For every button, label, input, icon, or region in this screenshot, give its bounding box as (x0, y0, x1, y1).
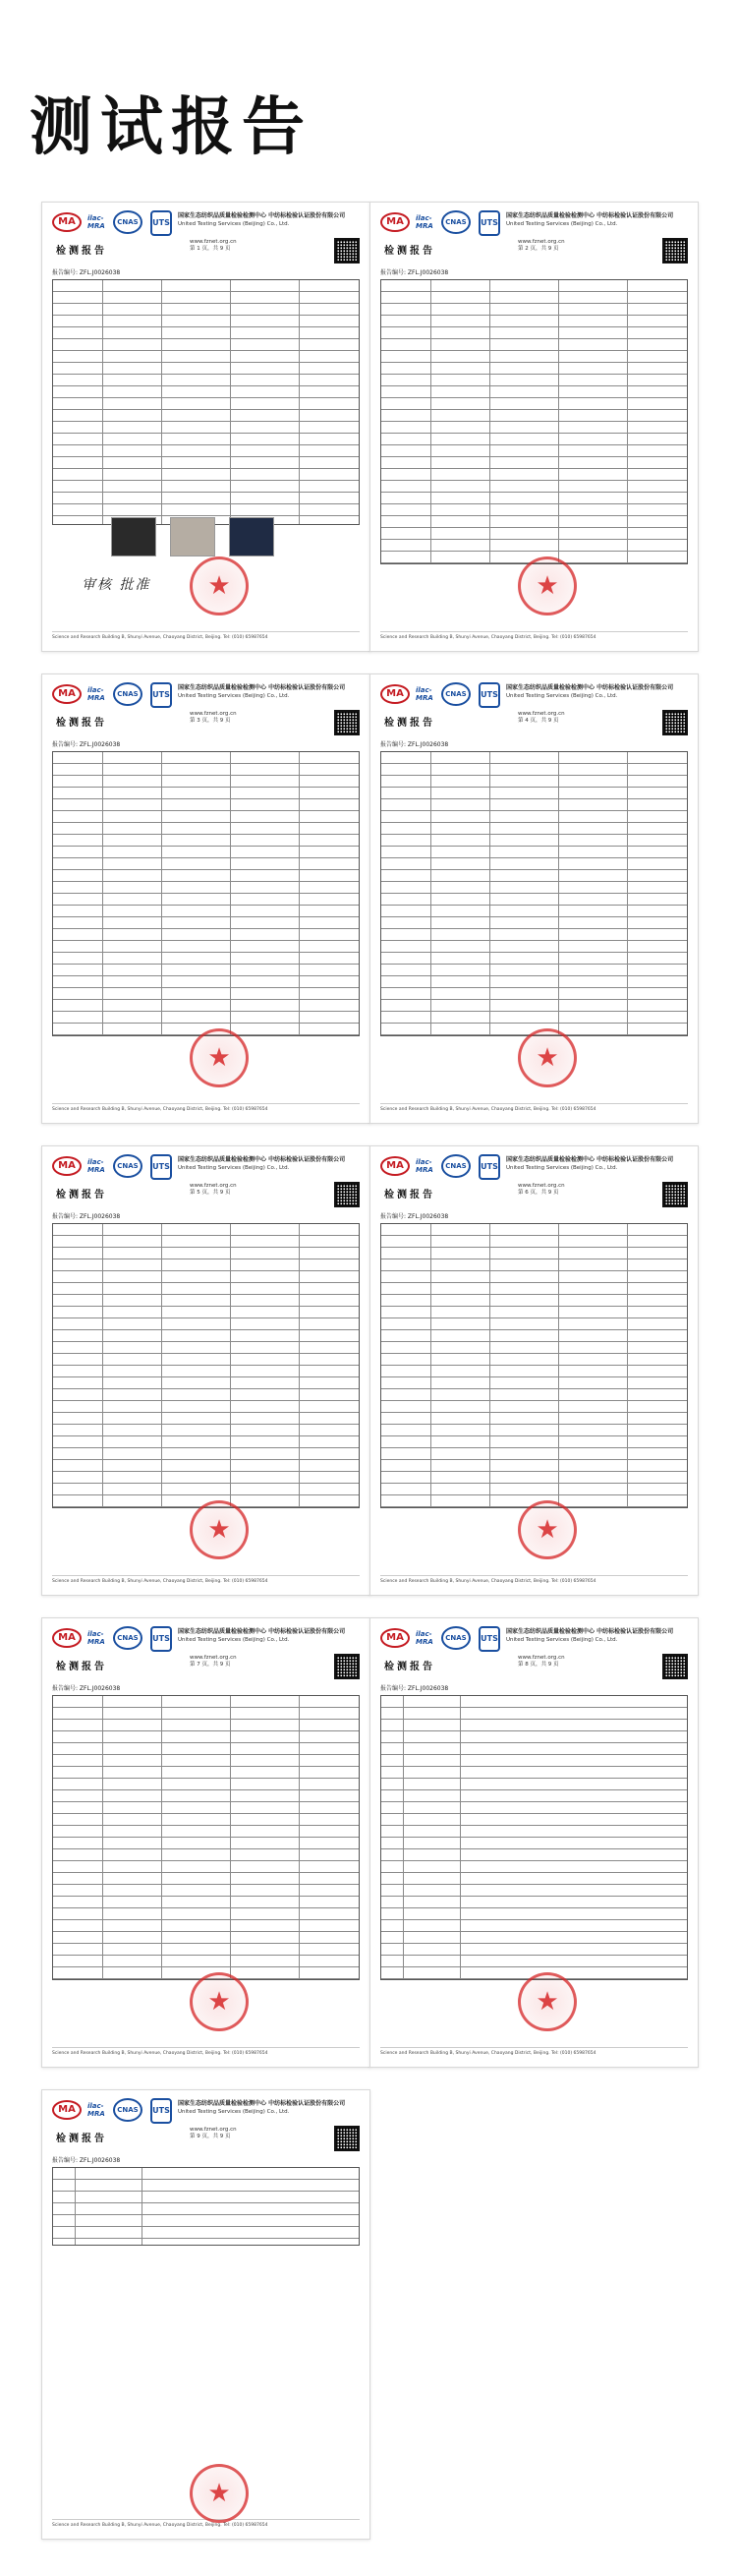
table-column-divider (403, 1696, 404, 1979)
report-table (52, 2167, 360, 2246)
ilac-logo: ilac-MRA (87, 2102, 105, 2118)
report-table (52, 1223, 360, 1508)
report-title: 检测报告 (56, 1662, 107, 1672)
report-footer: Science and Research Building B, Shunyi Avenue, Chaoyang District, Beijing. Tel: (010) 65987654 (52, 1575, 360, 1585)
page-label: 第 7 页，共 9 页 (190, 1662, 231, 1668)
report-footer: Science and Research Building B, Shunyi Avenue, Chaoyang District, Beijing. Tel: (010) 65987654 (52, 2519, 360, 2529)
report-meta (190, 239, 237, 253)
report-title: 检测报告 (56, 2134, 107, 2144)
ilac-logo: ilac-MRA (416, 686, 433, 702)
uts-logo: UTS (479, 210, 500, 236)
lab-name-en: United Testing Services (Beijing) Co., Ltd. (506, 221, 618, 227)
cnas-logo: CNAS (113, 1626, 142, 1650)
website: www.fznet.org.cn (518, 239, 565, 245)
report-title: 检测报告 (384, 1190, 435, 1200)
lab-name (178, 2100, 365, 2116)
lab-name (506, 684, 693, 700)
ilac-logo: ilac-MRA (416, 1630, 433, 1646)
uts-logo: UTS (150, 1626, 172, 1652)
report-footer: Science and Research Building B, Shunyi Avenue, Chaoyang District, Beijing. Tel: (010) 65987654 (52, 1103, 360, 1113)
report-table (52, 751, 360, 1036)
official-seal (190, 1500, 249, 1559)
report-page-1 (41, 202, 370, 652)
report-number: 报告编号: ZFL.J0026038 (52, 1213, 121, 1220)
page-label: 第 9 页，共 9 页 (190, 2134, 231, 2139)
report-page-9 (41, 2089, 370, 2540)
table-column-divider (75, 2168, 76, 2245)
website: www.fznet.org.cn (190, 711, 237, 717)
report-number: 报告编号: ZFL.J0026038 (52, 2157, 121, 2164)
report-title: 检测报告 (56, 246, 107, 257)
lab-name-cn: 国家生态纺织品质量检验检测中心 中纺标检验认证股份有限公司 (506, 212, 674, 219)
report-title: 检测报告 (56, 718, 107, 729)
cma-logo: MA (380, 212, 410, 232)
ilac-logo: ilac-MRA (87, 686, 105, 702)
report-number: 报告编号: ZFL.J0026038 (52, 1685, 121, 1692)
qr-code-icon (662, 238, 688, 263)
ilac-logo: ilac-MRA (87, 1630, 105, 1646)
table-column-divider (489, 752, 490, 1035)
lab-name-cn: 国家生态纺织品质量检验检测中心 中纺标检验认证股份有限公司 (506, 684, 674, 691)
cnas-logo: CNAS (441, 210, 471, 234)
table-column-divider (430, 1224, 431, 1507)
report-table (380, 751, 688, 1036)
report-meta (190, 1655, 237, 1669)
official-seal (190, 1972, 249, 2031)
ilac-logo: ilac-MRA (87, 214, 105, 230)
cnas-logo: CNAS (113, 2098, 142, 2122)
report-number: 报告编号: ZFL.J0026038 (380, 269, 449, 276)
table-column-divider (230, 280, 231, 524)
report-meta (518, 1655, 565, 1669)
official-seal (518, 1028, 577, 1087)
table-column-divider (230, 1224, 231, 1507)
uts-logo: UTS (150, 210, 172, 236)
qr-code-icon (334, 238, 360, 263)
uts-logo: UTS (479, 1626, 500, 1652)
report-table (52, 1695, 360, 1980)
table-column-divider (299, 1224, 300, 1507)
page-label: 第 2 页，共 9 页 (518, 246, 559, 252)
table-column-divider (299, 1696, 300, 1979)
lab-name (506, 1628, 693, 1644)
website: www.fznet.org.cn (190, 1183, 237, 1189)
table-column-divider (102, 280, 103, 524)
qr-code-icon (662, 1654, 688, 1679)
report-number: 报告编号: ZFL.J0026038 (380, 741, 449, 748)
report-number: 报告编号: ZFL.J0026038 (52, 269, 121, 276)
lab-name-cn: 国家生态纺织品质量检验检测中心 中纺标检验认证股份有限公司 (178, 1156, 346, 1163)
report-footer: Science and Research Building B, Shunyi Avenue, Chaoyang District, Beijing. Tel: (010) 65987654 (380, 1103, 688, 1113)
table-column-divider (558, 1224, 559, 1507)
cnas-logo: CNAS (441, 682, 471, 706)
lab-name-en: United Testing Services (Beijing) Co., Ltd. (178, 1165, 290, 1171)
table-column-divider (627, 1224, 628, 1507)
official-seal (190, 556, 249, 615)
lab-name-en: United Testing Services (Beijing) Co., Ltd. (506, 693, 618, 699)
page-label: 第 4 页，共 9 页 (518, 718, 559, 724)
cma-logo: MA (52, 684, 82, 704)
page-title: 测试报告 (29, 91, 312, 164)
qr-code-icon (334, 2126, 360, 2151)
qr-code-icon (662, 1182, 688, 1207)
report-footer: Science and Research Building B, Shunyi Avenue, Chaoyang District, Beijing. Tel: (010) 65987654 (52, 631, 360, 641)
cma-logo: MA (380, 684, 410, 704)
qr-code-icon (662, 710, 688, 735)
report-footer: Science and Research Building B, Shunyi Avenue, Chaoyang District, Beijing. Tel: (010) 65987654 (380, 631, 688, 641)
table-column-divider (430, 280, 431, 563)
lab-name-en: United Testing Services (Beijing) Co., Ltd. (178, 693, 290, 699)
lab-name (506, 1156, 693, 1172)
cnas-logo: CNAS (441, 1626, 471, 1650)
lab-name (178, 1156, 365, 1172)
report-page-6 (369, 1145, 699, 1596)
website: www.fznet.org.cn (518, 1183, 565, 1189)
report-table (380, 1695, 688, 1980)
table-column-divider (230, 1696, 231, 1979)
table-column-divider (102, 752, 103, 1035)
website: www.fznet.org.cn (190, 239, 237, 245)
uts-logo: UTS (150, 682, 172, 708)
website: www.fznet.org.cn (190, 2127, 237, 2133)
official-seal (190, 2464, 249, 2523)
report-page-8 (369, 1617, 699, 2068)
table-column-divider (430, 752, 431, 1035)
report-meta (190, 1183, 237, 1197)
cnas-logo: CNAS (113, 210, 142, 234)
table-column-divider (161, 752, 162, 1035)
lab-name-en: United Testing Services (Beijing) Co., Ltd. (178, 221, 290, 227)
lab-name (178, 1628, 365, 1644)
lab-name-en: United Testing Services (Beijing) Co., Ltd. (178, 1637, 290, 1643)
table-column-divider (161, 1696, 162, 1979)
table-column-divider (102, 1224, 103, 1507)
table-column-divider (558, 752, 559, 1035)
sample-photo (170, 517, 215, 556)
lab-name-cn: 国家生态纺织品质量检验检测中心 中纺标检验认证股份有限公司 (178, 1628, 346, 1635)
lab-name-cn: 国家生态纺织品质量检验检测中心 中纺标检验认证股份有限公司 (178, 212, 346, 219)
table-column-divider (299, 280, 300, 524)
table-column-divider (299, 752, 300, 1035)
uts-logo: UTS (479, 1154, 500, 1180)
report-page-3 (41, 673, 370, 1124)
table-column-divider (161, 280, 162, 524)
lab-name-en: United Testing Services (Beijing) Co., Ltd. (506, 1165, 618, 1171)
table-column-divider (627, 280, 628, 563)
official-seal (190, 1028, 249, 1087)
table-column-divider (627, 752, 628, 1035)
table-column-divider (460, 1696, 461, 1979)
report-number: 报告编号: ZFL.J0026038 (52, 741, 121, 748)
official-seal (518, 1972, 577, 2031)
report-meta (518, 239, 565, 253)
official-seal (518, 556, 577, 615)
lab-name (178, 212, 365, 228)
report-title: 检测报告 (384, 718, 435, 729)
report-title: 检测报告 (384, 1662, 435, 1672)
table-column-divider (102, 1696, 103, 1979)
report-footer: Science and Research Building B, Shunyi Avenue, Chaoyang District, Beijing. Tel: (010) 65987654 (380, 1575, 688, 1585)
report-footer: Science and Research Building B, Shunyi Avenue, Chaoyang District, Beijing. Tel: (010) 65987654 (380, 2047, 688, 2057)
lab-name-cn: 国家生态纺织品质量检验检测中心 中纺标检验认证股份有限公司 (506, 1156, 674, 1163)
report-meta (518, 1183, 565, 1197)
website: www.fznet.org.cn (518, 1655, 565, 1661)
page-label: 第 1 页，共 9 页 (190, 246, 231, 252)
sample-photo (111, 517, 156, 556)
website: www.fznet.org.cn (190, 1655, 237, 1661)
report-page-7 (41, 1617, 370, 2068)
qr-code-icon (334, 1654, 360, 1679)
page-label: 第 3 页，共 9 页 (190, 718, 231, 724)
report-table (52, 279, 360, 525)
report-meta (190, 2127, 237, 2140)
cma-logo: MA (52, 1156, 82, 1176)
lab-name (178, 684, 365, 700)
table-column-divider (230, 752, 231, 1035)
report-title: 检测报告 (56, 1190, 107, 1200)
lab-name-cn: 国家生态纺织品质量检验检测中心 中纺标检验认证股份有限公司 (178, 684, 346, 691)
uts-logo: UTS (150, 1154, 172, 1180)
report-table (380, 279, 688, 564)
cnas-logo: CNAS (441, 1154, 471, 1178)
cma-logo: MA (52, 2100, 82, 2120)
cnas-logo: CNAS (113, 1154, 142, 1178)
page-label: 第 6 页，共 9 页 (518, 1190, 559, 1196)
table-column-divider (161, 1224, 162, 1507)
table-column-divider (558, 280, 559, 563)
qr-code-icon (334, 1182, 360, 1207)
lab-name-en: United Testing Services (Beijing) Co., Ltd. (178, 2109, 290, 2115)
report-number: 报告编号: ZFL.J0026038 (380, 1685, 449, 1692)
page-label: 第 5 页，共 9 页 (190, 1190, 231, 1196)
signature: 审核 批准 (82, 577, 151, 593)
report-page-4 (369, 673, 699, 1124)
sample-photo (229, 517, 274, 556)
report-footer: Science and Research Building B, Shunyi Avenue, Chaoyang District, Beijing. Tel: (010) 65987654 (52, 2047, 360, 2057)
page-label: 第 8 页，共 9 页 (518, 1662, 559, 1668)
cma-logo: MA (52, 212, 82, 232)
lab-name (506, 212, 693, 228)
lab-name-en: United Testing Services (Beijing) Co., Ltd. (506, 1637, 618, 1643)
website: www.fznet.org.cn (518, 711, 565, 717)
ilac-logo: ilac-MRA (87, 1158, 105, 1174)
lab-name-cn: 国家生态纺织品质量检验检测中心 中纺标检验认证股份有限公司 (506, 1628, 674, 1635)
report-page-2 (369, 202, 699, 652)
ilac-logo: ilac-MRA (416, 1158, 433, 1174)
qr-code-icon (334, 710, 360, 735)
report-number: 报告编号: ZFL.J0026038 (380, 1213, 449, 1220)
cma-logo: MA (380, 1156, 410, 1176)
uts-logo: UTS (150, 2098, 172, 2124)
report-table (380, 1223, 688, 1508)
ilac-logo: ilac-MRA (416, 214, 433, 230)
cnas-logo: CNAS (113, 682, 142, 706)
cma-logo: MA (380, 1628, 410, 1648)
table-column-divider (489, 1224, 490, 1507)
cma-logo: MA (52, 1628, 82, 1648)
report-page-5 (41, 1145, 370, 1596)
official-seal (518, 1500, 577, 1559)
lab-name-cn: 国家生态纺织品质量检验检测中心 中纺标检验认证股份有限公司 (178, 2100, 346, 2107)
report-meta (190, 711, 237, 725)
table-column-divider (489, 280, 490, 563)
uts-logo: UTS (479, 682, 500, 708)
report-title: 检测报告 (384, 246, 435, 257)
report-meta (518, 711, 565, 725)
